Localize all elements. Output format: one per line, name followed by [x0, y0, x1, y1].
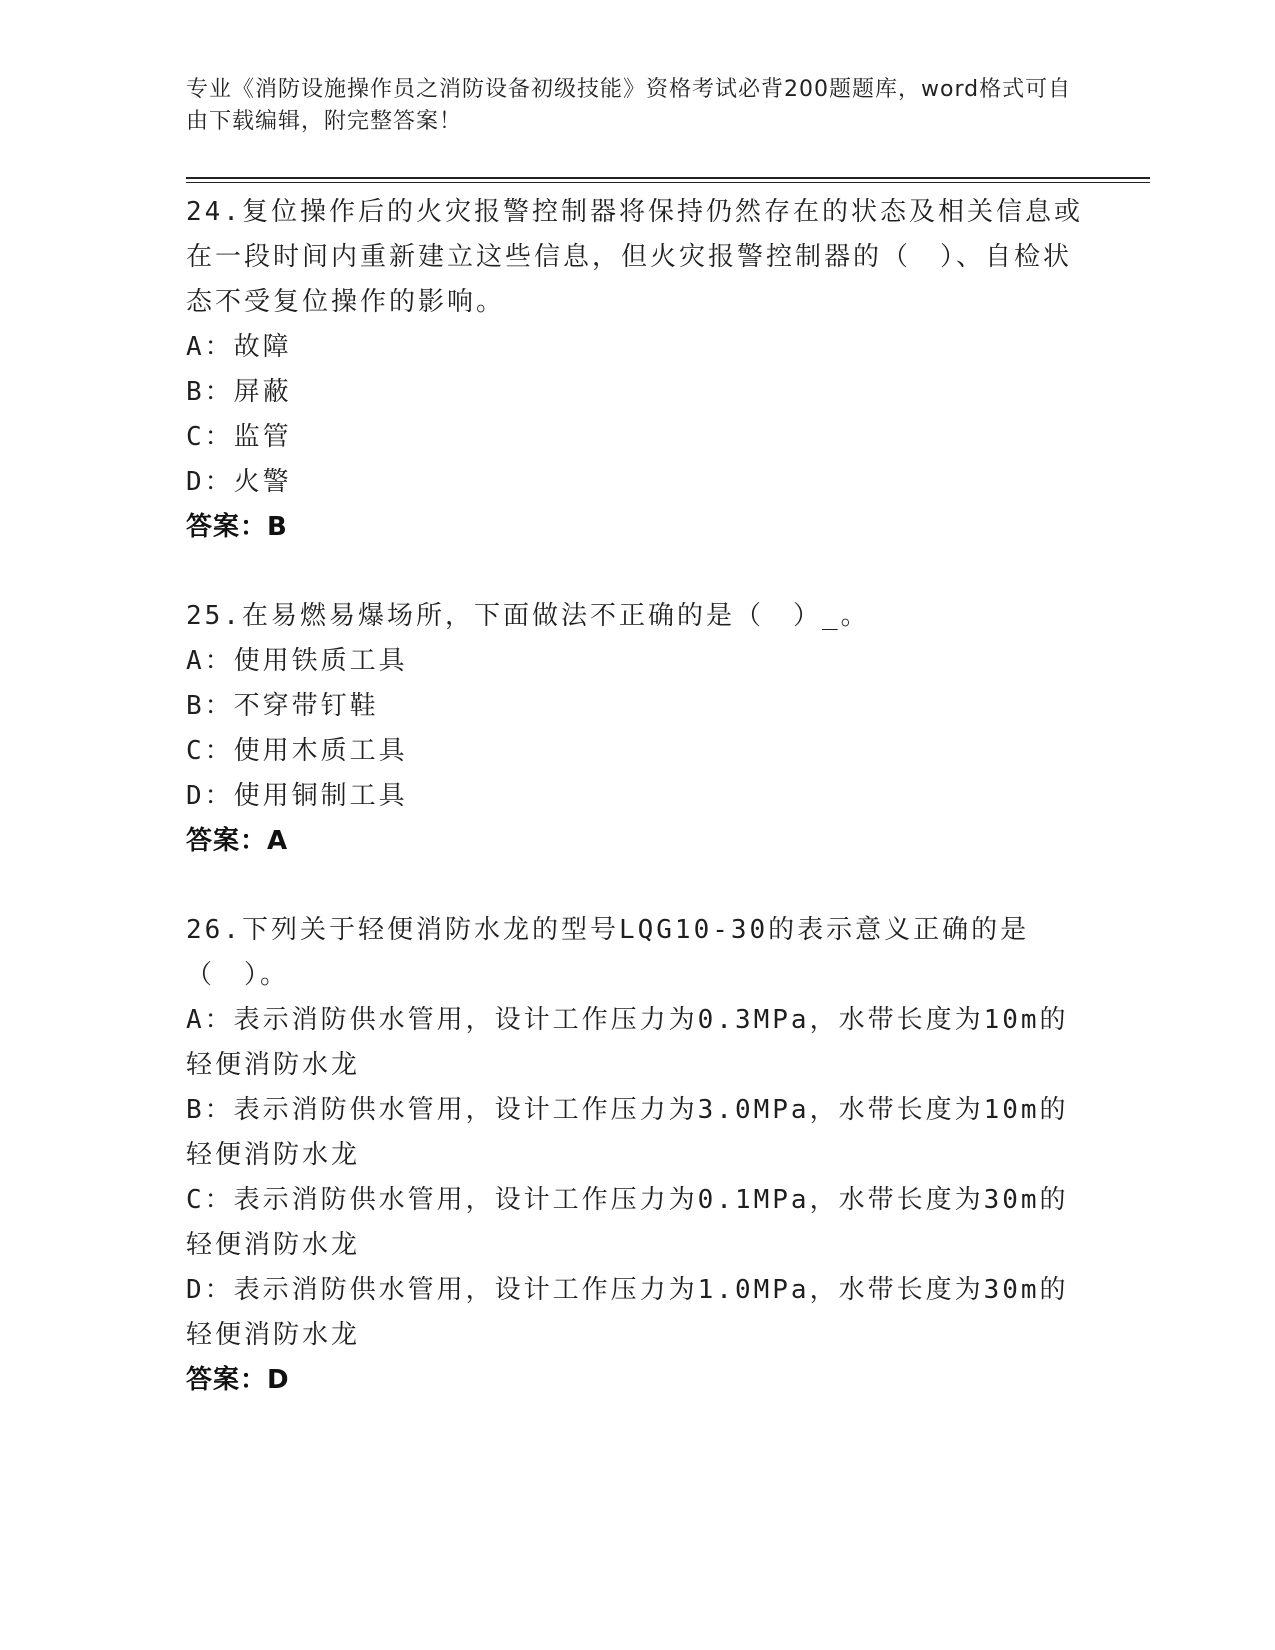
answer-line: 答案：D — [186, 1365, 290, 1395]
option-b: B：表示消防供水管用，设计工作压力为3.0MPa，水带长度为10m的轻便消防水龙 — [186, 1095, 1069, 1170]
question-25 — [186, 594, 1086, 864]
option-c: C：监管 — [186, 422, 292, 452]
option-d: D：表示消防供水管用，设计工作压力为1.0MPa，水带长度为30m的轻便消防水龙 — [186, 1275, 1069, 1350]
option-a: A：表示消防供水管用，设计工作压力为0.3MPa，水带长度为10m的轻便消防水龙 — [186, 1005, 1069, 1080]
option-d: D：使用铜制工具 — [186, 781, 408, 811]
option-b: B：屏蔽 — [186, 377, 292, 407]
option-a: A：故障 — [186, 332, 292, 362]
answer-line: 答案：A — [186, 826, 289, 856]
answer-line: 答案：B — [186, 512, 288, 542]
header-rule-thin — [186, 182, 1150, 183]
option-c: C：使用木质工具 — [186, 736, 408, 766]
question-stem: 26.下列关于轻便消防水龙的型号LQG10-30的表示意义正确的是（ ）。 — [186, 915, 1030, 990]
document-header: 专业《消防设施操作员之消防设备初级技能》资格考试必背200题题库，word格式可自由下载编辑，附完整答案！ — [186, 77, 1072, 134]
option-d: D：火警 — [186, 467, 292, 497]
header-rule-thick — [186, 177, 1150, 179]
option-a: A：使用铁质工具 — [186, 646, 408, 676]
question-stem: 25.在易燃易爆场所，下面做法不正确的是（ ）_。 — [186, 601, 870, 631]
question-list — [186, 190, 1086, 1447]
question-24 — [186, 190, 1086, 550]
option-c: C：表示消防供水管用，设计工作压力为0.1MPa，水带长度为30m的轻便消防水龙 — [186, 1185, 1069, 1260]
option-b: B：不穿带钉鞋 — [186, 691, 379, 721]
question-stem: 24.复位操作后的火灾报警控制器将保持仍然存在的状态及相关信息或在一段时间内重新建立这些信息，但火灾报警控制器的（ ）、自检状态不受复位操作的影响。 — [186, 197, 1083, 317]
question-26 — [186, 908, 1086, 1403]
